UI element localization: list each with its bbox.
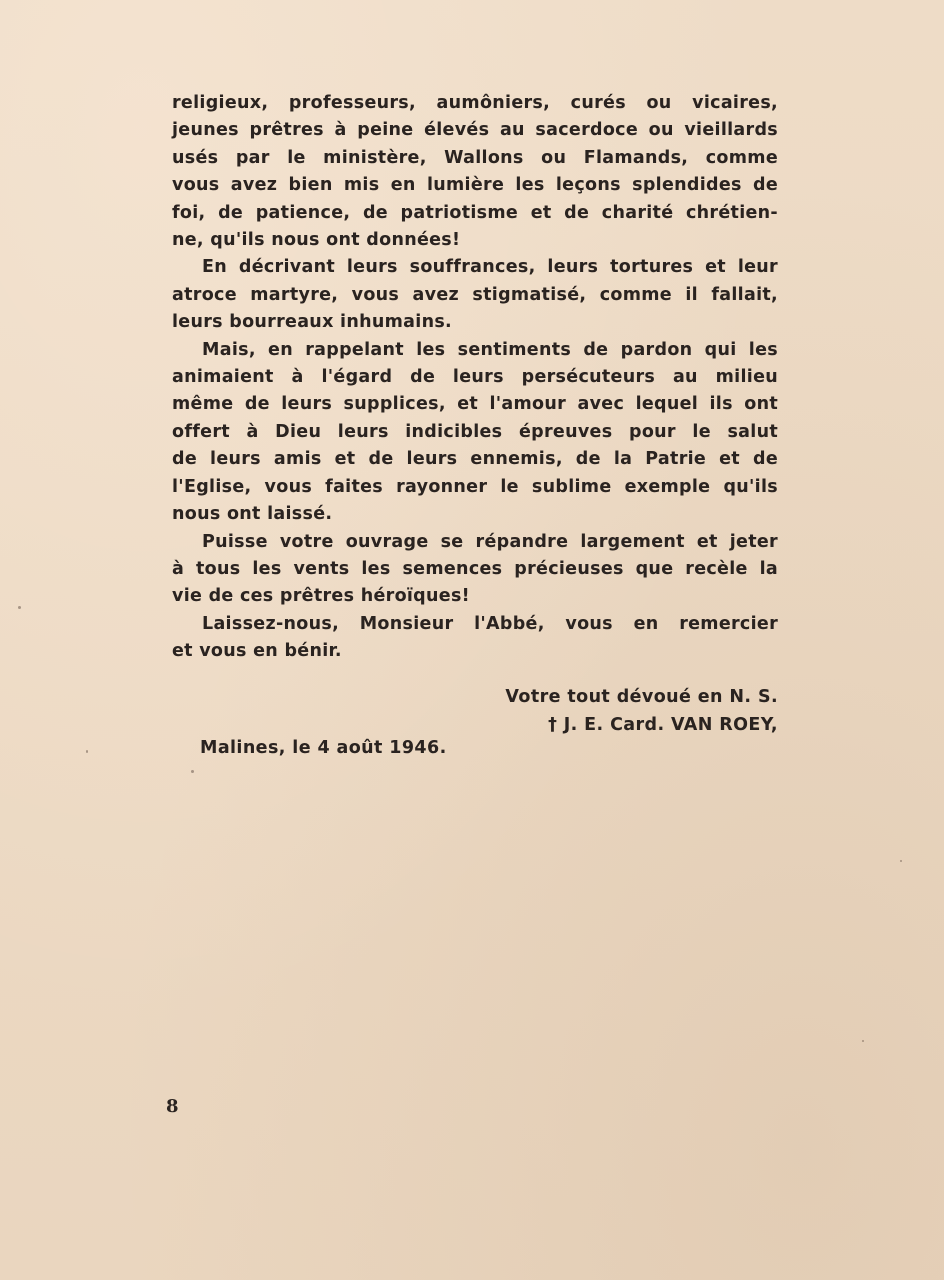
paragraph-1 [172, 90, 778, 254]
text-line: à tous les vents les semences précieuses que recèle la [172, 558, 778, 579]
text-line: usés par le ministère, Wallons ou Flamands, comme [172, 147, 778, 168]
paragraph-3 [172, 337, 778, 529]
text-line: nous ont laissé. [172, 504, 333, 525]
text-line: Laissez-nous, Monsieur l'Abbé, vous en remercier [202, 613, 778, 634]
text-line: jeunes prêtres à peine élevés au sacerdoce ou vieillards [172, 120, 778, 141]
paper-speck [18, 606, 21, 609]
letter-body [172, 90, 778, 666]
paper-speck [86, 750, 88, 753]
paper-speck [191, 770, 194, 773]
paper-speck [862, 1040, 864, 1042]
text-line: Puisse votre ouvrage se répandre largement et jeter [202, 531, 778, 552]
paper-speck [900, 860, 902, 862]
text-line: ne, qu'ils nous ont données! [172, 230, 461, 251]
text-line: foi, de patience, de patriotisme et de charité chrétien- [172, 202, 778, 223]
text-line: leurs bourreaux inhumains. [172, 312, 452, 333]
text-line: offert à Dieu leurs indicibles épreuves pour le salut [172, 421, 778, 442]
text-line: vous avez bien mis en lumière les leçons splendides de [172, 175, 778, 196]
text-line: même de leurs supplices, et l'amour avec lequel ils ont [172, 394, 778, 415]
text-line: et vous en bénir. [172, 641, 342, 662]
signer-name: † J. E. Card. VAN ROEY, [548, 715, 778, 735]
paragraph-4 [172, 529, 778, 611]
page-number: 8 [166, 1096, 179, 1117]
closing-formula: Votre tout dévoué en N. S. [505, 687, 778, 707]
text-line: vie de ces prêtres héroïques! [172, 586, 470, 607]
paragraph-5 [172, 611, 778, 666]
signature-block [172, 683, 778, 739]
text-line: de leurs amis et de leurs ennemis, de la Patrie et de [172, 449, 778, 470]
text-line: Mais, en rappelant les sentiments de pardon qui les [202, 339, 778, 360]
text-line: En décrivant leurs souffrances, leurs tortures et leur [202, 257, 778, 278]
text-line: animaient à l'égard de leurs persécuteurs au milieu [172, 367, 778, 388]
text-line: l'Eglise, vous faites rayonner le sublime exemple qu'ils [172, 476, 778, 497]
text-line: religieux, professeurs, aumôniers, curés ou vicaires, [172, 93, 778, 113]
paragraph-2 [172, 254, 778, 336]
text-line: atroce martyre, vous avez stigmatisé, comme il fallait, [172, 284, 778, 305]
place-and-date: Malines, le 4 août 1946. [200, 738, 447, 758]
